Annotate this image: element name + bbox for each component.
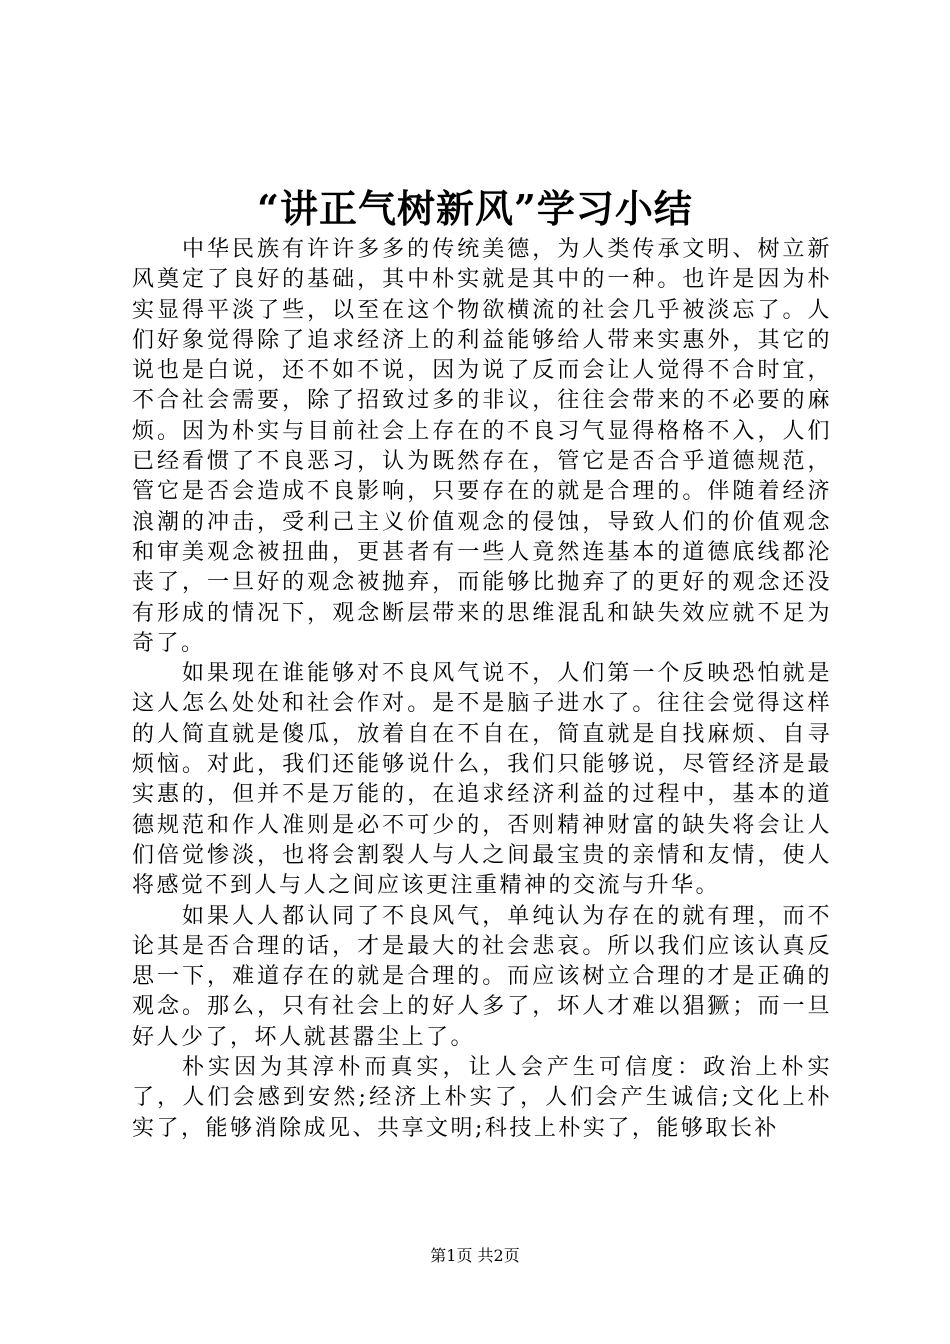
document-body [132, 235, 832, 1144]
body-paragraph: 如果人人都认同了不良风气，单纯认为存在的就有理，而不论其是否合理的话，才是最大的社会悲哀。所以我们应该认真反思一下，难道存在的就是合理的。而应该树立合理的才是正确的观念。那么，只有社会上的好人多了，坏人才难以猖獗；而一旦好人少了，坏人就甚嚣尘上了。 [132, 903, 832, 1050]
page-number-footer: 第1页 共2页 [430, 1246, 520, 1265]
body-paragraph: 如果现在谁能够对不良风气说不，人们第一个反映恐怕就是这人怎么处处和社会作对。是不是脑子进水了。往往会觉得这样的人简直就是傻瓜，放着自在不自在，简直就是自找麻烦、自寻烦恼。对此，我们还能够说什么，我们只能够说，尽管经济是最实惠的，但并不是万能的，在追求经济利益的过程中，基本的道德规范和作人准则是必不可少的，否则精神财富的缺失将会让人们倍觉惨淡，也将会割裂人与人之间最宝贵的亲情和友情，使人将感觉不到人与人之间应该更注重精神的交流与升华。 [132, 661, 832, 899]
body-paragraph: 中华民族有许许多多的传统美德，为人类传承文明、树立新风奠定了良好的基础，其中朴实就是其中的一种。也许是因为朴实显得平淡了些，以至在这个物欲横流的社会几乎被淡忘了。人们好象觉得除了追求经济上的利益能够给人带来实惠外，其它的说也是白说，还不如不说，因为说了反而会让人觉得不合时宜，不合社会需要，除了招致过多的非议，往往会带来的不必要的麻烦。因为朴实与目前社会上存在的不良习气显得格格不入，人们已经看惯了不良恶习，认为既然存在，管它是否合乎道德规范，管它是否会造成不良影响，只要存在的就是合理的。伴随着经济浪潮的冲击，受利己主义价值观念的侵蚀，导致人们的价值观念和审美观念被扭曲，更甚者有一些人竟然连基本的道德底线都沦丧了，一旦好的观念被抛弃，而能够比抛弃了的更好的观念还没有形成的情况下，观念断层带来的思维混乱和缺失效应就不足为奇了。 [132, 237, 832, 656]
document-title: “讲正气树新风”学习小结 [257, 186, 693, 231]
body-paragraph: 朴实因为其淳朴而真实，让人会产生可信度：政治上朴实了，人们会感到安然;经济上朴实了，人们会产生诚信;文化上朴实了，能够消除成见、共享文明;科技上朴实了，能够取长补 [132, 1055, 832, 1141]
